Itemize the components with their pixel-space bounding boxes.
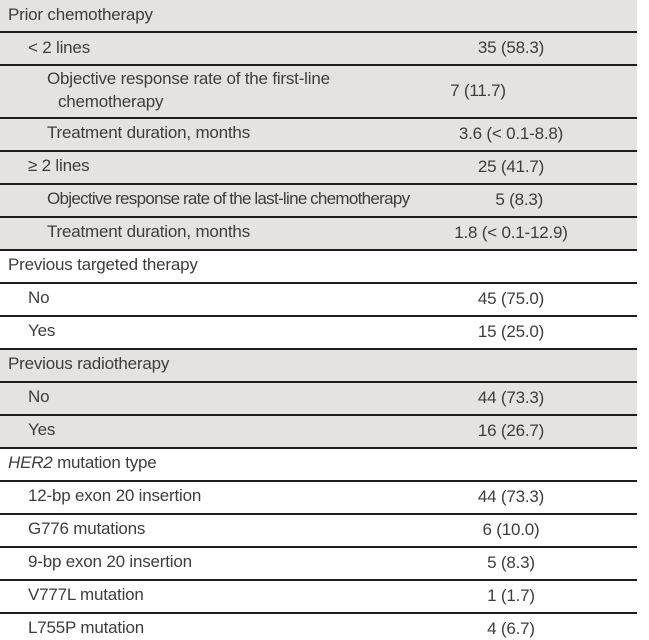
row-value: 5 (8.3) xyxy=(487,552,535,572)
row-value xyxy=(393,363,637,368)
row-label: Objective response rate of the last-line chemotherapy xyxy=(47,189,410,209)
row-label: Previous targeted therapy xyxy=(8,255,198,275)
table-row xyxy=(0,383,637,416)
table-row xyxy=(0,515,637,548)
table-row xyxy=(0,185,637,218)
row-value: 35 (58.3) xyxy=(477,38,545,57)
row-label: < 2 lines xyxy=(28,37,90,57)
table-row xyxy=(0,284,637,317)
table-row xyxy=(0,317,637,350)
row-label: Objective response rate of the first-line chemotherapy xyxy=(47,69,330,111)
row-value: 45 (75.0) xyxy=(477,288,545,308)
row-label: G776 mutations xyxy=(28,519,146,539)
row-value: 6 (10.0) xyxy=(482,519,540,539)
row-label: Treatment duration, months xyxy=(47,123,250,143)
table-row xyxy=(0,33,637,66)
table-row xyxy=(0,614,637,640)
row-label: Prior chemotherapy xyxy=(8,4,153,24)
table-row xyxy=(0,350,637,383)
row-label: V777L mutation xyxy=(28,585,144,605)
row-label: ≥ 2 lines xyxy=(28,156,90,176)
table-row xyxy=(0,66,637,119)
row-label: Treatment duration, months xyxy=(47,222,250,242)
row-label: Yes xyxy=(28,321,56,341)
row-value: 15 (25.0) xyxy=(477,321,545,341)
table-row xyxy=(0,449,637,482)
row-label: No xyxy=(28,288,50,308)
row-value: 1.8 (< 0.1-12.9) xyxy=(454,222,568,242)
row-value: 3.6 (< 0.1-8.8) xyxy=(458,123,564,143)
row-value xyxy=(393,264,637,269)
table-row xyxy=(0,218,637,251)
table-row xyxy=(0,482,637,515)
table-row xyxy=(0,581,637,614)
row-value: 1 (1.7) xyxy=(487,585,535,605)
row-value: 5 (8.3) xyxy=(495,189,544,209)
row-value xyxy=(393,13,637,18)
row-value: 25 (41.7) xyxy=(477,156,545,176)
row-value: 4 (6.7) xyxy=(487,618,535,638)
row-label: No xyxy=(28,387,50,407)
table-row xyxy=(0,119,637,152)
row-value: 44 (73.3) xyxy=(477,486,545,506)
row-value xyxy=(393,462,637,467)
row-label: HER2 mutation type xyxy=(8,453,157,473)
table-row xyxy=(0,152,637,185)
table-row xyxy=(0,416,637,449)
table-row xyxy=(0,548,637,581)
row-label: 9-bp exon 20 insertion xyxy=(28,552,192,572)
row-value: 16 (26.7) xyxy=(477,420,545,440)
row-label: Yes xyxy=(28,420,56,440)
table-row xyxy=(0,0,637,33)
row-value: 44 (73.3) xyxy=(477,387,545,407)
row-label: Previous radiotherapy xyxy=(8,354,170,374)
row-label: L755P mutation xyxy=(28,618,144,638)
row-label: 12-bp exon 20 insertion xyxy=(28,486,202,506)
row-value: 7 (11.7) xyxy=(450,80,506,100)
table-row xyxy=(0,251,637,284)
